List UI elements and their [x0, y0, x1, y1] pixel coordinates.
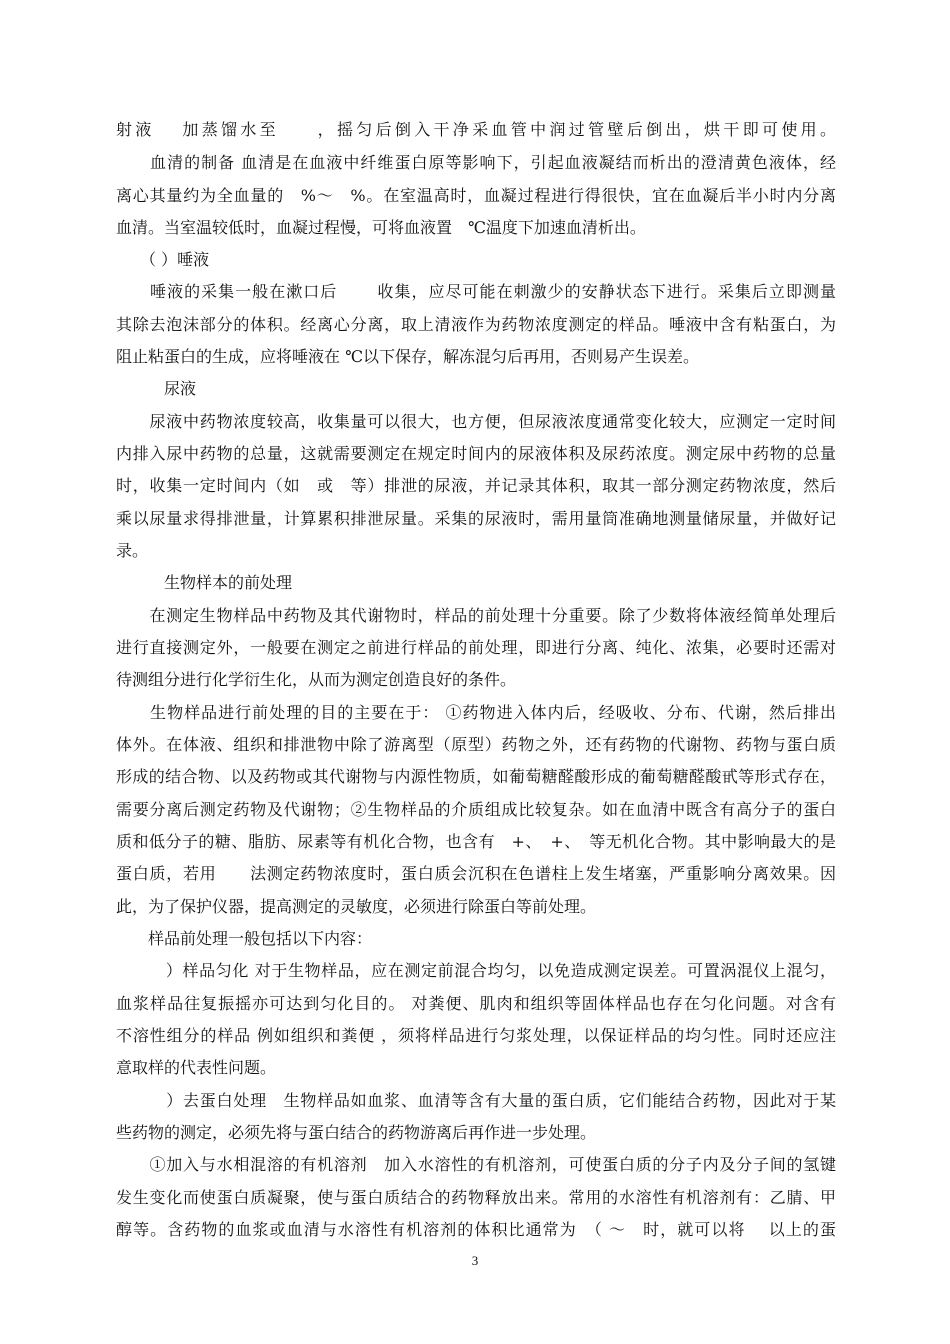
text-line: 醇等。含药物的血浆或血清与水溶性有机溶剂的体积比通常为 （ ～ 时，就可以将 以上的蛋	[116, 1220, 836, 1239]
text-line: 血清。当室温较低时，血凝过程慢，可将血液置 ℃温度下加速血清析出。	[116, 218, 646, 237]
text-line: 不溶性组分的样品 例如组织和粪便 ，须将样品进行匀浆处理，以保证样品的均匀性。同时还应注	[116, 1026, 836, 1045]
text-line: 离心其量约为全血量的 %～ %。在室温高时，血凝过程进行得很快，宜在血凝后半小时内分离	[116, 186, 836, 205]
text-line: 唾液的采集一般在漱口后 收集，应尽可能在刺激少的安静状态下进行。采集后立即测量	[116, 282, 836, 301]
text-line: 时，收集一定时间内（如 或 等）排泄的尿液，并记录其体积，取其一部分测定药物浓度，然后	[116, 476, 836, 495]
text-line: 射液 加蒸馏水至 ，摇匀后倒入干净采血管中润过管壁后倒出，烘干即可使用。	[116, 120, 836, 139]
page-number: 3	[471, 1253, 479, 1268]
text-line: 在测定生物样品中药物及其代谢物时，样品的前处理十分重要。除了少数将体液经简单处理后	[116, 606, 836, 625]
text-line: 形成的结合物、以及药物或其代谢物与内源性物质，如葡萄糖醛酸形成的葡萄糖醛酸甙等形式存在，	[116, 767, 836, 786]
text-line: 待测组分进行化学衍生化，从而为测定创造良好的条件。	[116, 670, 517, 689]
text-line: 需要分离后测定药物及代谢物；②生物样品的介质组成比较复杂。如在血清中既含有高分子的蛋白	[116, 800, 836, 819]
section-heading: 尿液	[116, 379, 197, 398]
text-line: 意取样的代表性问题。	[116, 1058, 277, 1077]
text-line: 血浆样品往复振摇亦可达到匀化目的。 对粪便、肌肉和组织等固体样品也存在匀化问题。对含有	[116, 994, 836, 1013]
text-line: 尿液中药物浓度较高，收集量可以很大，也方便，但尿液浓度通常变化较大，应测定一定时间	[116, 412, 836, 431]
text-line: 内排入尿中药物的总量，这就需要测定在规定时间内的尿液体积及尿药浓度。测定尿中药物的总量	[116, 444, 836, 463]
text-line: 录。	[116, 541, 149, 560]
text-line: 其除去泡沫部分的体积。经离心分离，取上清液作为药物浓度测定的样品。唾液中含有粘蛋白，为	[116, 315, 836, 334]
text-line: 血清的制备 血清是在血液中纤维蛋白原等影响下，引起血液凝结而析出的澄清黄色液体，经	[116, 153, 836, 172]
text-line: 质和低分子的糖、脂肪、尿素等有机化合物，也含有 +、 +、 等无机化合物。其中影响最大的是	[116, 832, 836, 851]
text-line: 阻止粘蛋白的生成，应将唾液在 ℃以下保存，解冻混匀后再用，否则易产生误差。	[116, 347, 699, 366]
text-line: 蛋白质，若用 法测定药物浓度时，蛋白质会沉积在色谱柱上发生堵塞，严重影响分离效果。因	[116, 864, 836, 883]
section-heading: 生物样本的前处理	[116, 573, 293, 592]
text-line: ）样品匀化 对于生物样品，应在测定前混合均匀，以免造成测定误差。可置涡混仪上混匀，	[116, 961, 836, 980]
text-line: ）去蛋白处理 生物样品如血浆、血清等含有大量的蛋白质，它们能结合药物，因此对于某	[116, 1091, 836, 1110]
text-line: 乘以尿量求得排泄量，计算累积排泄尿量。采集的尿液时，需用量筒准确地测量储尿量，并做好记	[116, 509, 836, 528]
text-line: 体外。在体液、组织和排泄物中除了游离型（原型）药物之外，还有药物的代谢物、药物与蛋白质	[116, 735, 836, 754]
section-heading: （ ）唾液	[116, 250, 210, 269]
text-line: 发生变化而使蛋白质凝聚，使与蛋白质结合的药物释放出来。常用的水溶性有机溶剂有：乙腈、甲	[116, 1188, 836, 1207]
text-line: 样品前处理一般包括以下内容：	[116, 929, 373, 948]
text-line: 此，为了保护仪器，提高测定的灵敏度，必须进行除蛋白等前处理。	[116, 897, 597, 916]
text-line: 进行直接测定外，一般要在测定之前进行样品的前处理，即进行分离、纯化、浓集，必要时还需对	[116, 638, 836, 657]
text-line: ①加入与水相混溶的有机溶剂 加入水溶性的有机溶剂，可使蛋白质的分子内及分子间的氢键	[116, 1155, 836, 1174]
text-line: 些药物的测定，必须先将与蛋白结合的药物游离后再作进一步处理。	[116, 1123, 597, 1142]
text-line: 生物样品进行前处理的目的主要在于： ①药物进入体内后，经吸收、分布、代谢，然后排出	[116, 703, 836, 722]
